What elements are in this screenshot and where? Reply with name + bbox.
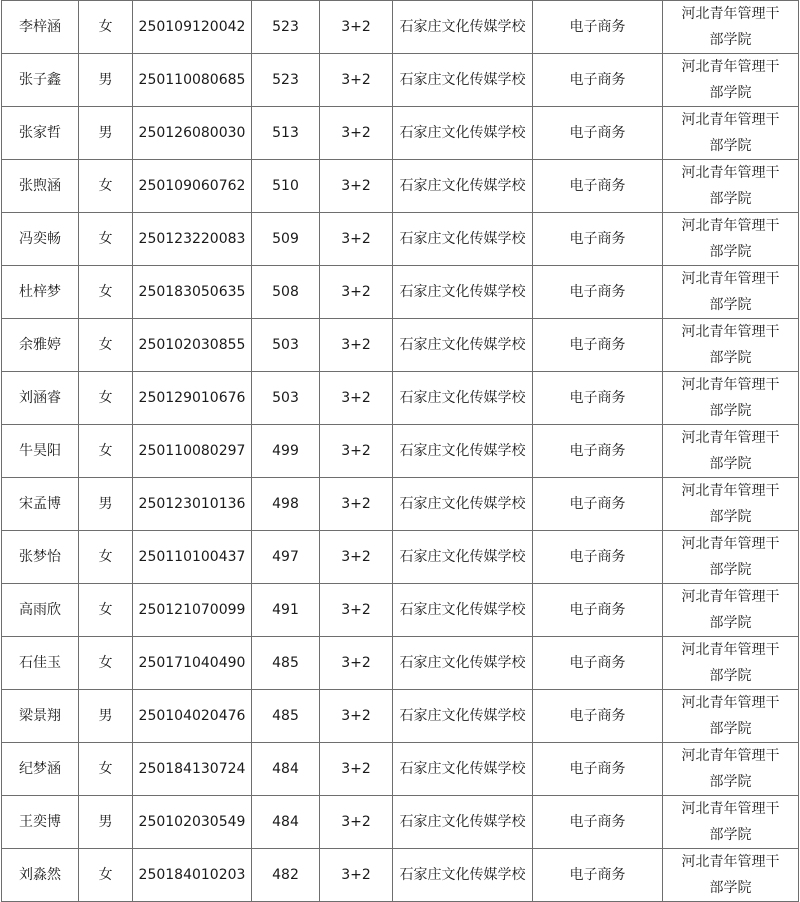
program-type-cell: 3+2 [320, 690, 393, 743]
score-cell: 485 [252, 637, 320, 690]
major-cell: 电子商务 [533, 1, 663, 54]
gender-cell: 男 [79, 690, 133, 743]
score-cell: 513 [252, 107, 320, 160]
program-type-cell: 3+2 [320, 478, 393, 531]
score-cell: 503 [252, 319, 320, 372]
college-cell [663, 1, 799, 54]
college-name: 河北青年管理干部学院 [681, 59, 780, 101]
gender-cell: 女 [79, 372, 133, 425]
major-cell: 电子商务 [533, 266, 663, 319]
exam-id-cell: 250109120042 [133, 1, 252, 54]
college-name: 河北青年管理干部学院 [681, 695, 780, 737]
gender-cell: 男 [79, 107, 133, 160]
gender-cell: 男 [79, 54, 133, 107]
exam-id-cell: 250110080297 [133, 425, 252, 478]
school-cell: 石家庄文化传媒学校 [393, 54, 533, 107]
college-cell [663, 54, 799, 107]
table-row [2, 796, 799, 849]
table-row [2, 266, 799, 319]
gender-cell: 女 [79, 213, 133, 266]
program-type-cell: 3+2 [320, 160, 393, 213]
score-cell: 499 [252, 425, 320, 478]
college-name: 河北青年管理干部学院 [681, 165, 780, 207]
program-type-cell: 3+2 [320, 743, 393, 796]
college-name: 河北青年管理干部学院 [681, 430, 780, 472]
school-cell: 石家庄文化传媒学校 [393, 372, 533, 425]
score-cell: 509 [252, 213, 320, 266]
table-row [2, 1, 799, 54]
exam-id-cell: 250129010676 [133, 372, 252, 425]
major-cell: 电子商务 [533, 372, 663, 425]
name-cell: 张煦涵 [2, 160, 79, 213]
program-type-cell: 3+2 [320, 637, 393, 690]
score-cell: 484 [252, 796, 320, 849]
college-name: 河北青年管理干部学院 [681, 271, 780, 313]
name-cell: 纪梦涵 [2, 743, 79, 796]
major-cell: 电子商务 [533, 319, 663, 372]
gender-cell: 女 [79, 584, 133, 637]
program-type-cell: 3+2 [320, 54, 393, 107]
major-cell: 电子商务 [533, 743, 663, 796]
college-name: 河北青年管理干部学院 [681, 854, 780, 896]
school-cell: 石家庄文化传媒学校 [393, 796, 533, 849]
program-type-cell: 3+2 [320, 266, 393, 319]
exam-id-cell: 250184130724 [133, 743, 252, 796]
table-row [2, 531, 799, 584]
score-cell: 482 [252, 849, 320, 902]
table-row [2, 478, 799, 531]
table-row [2, 319, 799, 372]
school-cell: 石家庄文化传媒学校 [393, 160, 533, 213]
score-cell: 523 [252, 54, 320, 107]
school-cell: 石家庄文化传媒学校 [393, 637, 533, 690]
college-cell [663, 478, 799, 531]
school-cell: 石家庄文化传媒学校 [393, 743, 533, 796]
college-name: 河北青年管理干部学院 [681, 6, 780, 48]
table-row [2, 54, 799, 107]
exam-id-cell: 250126080030 [133, 107, 252, 160]
major-cell: 电子商务 [533, 213, 663, 266]
college-cell [663, 372, 799, 425]
program-type-cell: 3+2 [320, 796, 393, 849]
gender-cell: 女 [79, 531, 133, 584]
gender-cell: 女 [79, 266, 133, 319]
name-cell: 李梓涵 [2, 1, 79, 54]
score-cell: 491 [252, 584, 320, 637]
score-cell: 523 [252, 1, 320, 54]
college-name: 河北青年管理干部学院 [681, 218, 780, 260]
name-cell: 刘淼然 [2, 849, 79, 902]
table-row [2, 690, 799, 743]
gender-cell: 女 [79, 319, 133, 372]
school-cell: 石家庄文化传媒学校 [393, 1, 533, 54]
name-cell: 刘涵睿 [2, 372, 79, 425]
admission-list-table [1, 0, 799, 902]
score-cell: 510 [252, 160, 320, 213]
gender-cell: 女 [79, 1, 133, 54]
gender-cell: 男 [79, 796, 133, 849]
score-cell: 485 [252, 690, 320, 743]
college-cell [663, 584, 799, 637]
college-cell [663, 425, 799, 478]
college-name: 河北青年管理干部学院 [681, 589, 780, 631]
major-cell: 电子商务 [533, 107, 663, 160]
college-name: 河北青年管理干部学院 [681, 801, 780, 843]
major-cell: 电子商务 [533, 584, 663, 637]
school-cell: 石家庄文化传媒学校 [393, 425, 533, 478]
program-type-cell: 3+2 [320, 425, 393, 478]
name-cell: 杜梓梦 [2, 266, 79, 319]
name-cell: 张家哲 [2, 107, 79, 160]
exam-id-cell: 250110100437 [133, 531, 252, 584]
college-cell [663, 796, 799, 849]
college-name: 河北青年管理干部学院 [681, 536, 780, 578]
major-cell: 电子商务 [533, 849, 663, 902]
score-cell: 484 [252, 743, 320, 796]
school-cell: 石家庄文化传媒学校 [393, 213, 533, 266]
gender-cell: 女 [79, 743, 133, 796]
table-body [2, 1, 799, 902]
name-cell: 梁景翔 [2, 690, 79, 743]
program-type-cell: 3+2 [320, 531, 393, 584]
name-cell: 张子鑫 [2, 54, 79, 107]
college-cell [663, 266, 799, 319]
major-cell: 电子商务 [533, 160, 663, 213]
major-cell: 电子商务 [533, 425, 663, 478]
college-cell [663, 160, 799, 213]
gender-cell: 女 [79, 637, 133, 690]
table-row [2, 213, 799, 266]
name-cell: 余雅婷 [2, 319, 79, 372]
name-cell: 高雨欣 [2, 584, 79, 637]
exam-id-cell: 250121070099 [133, 584, 252, 637]
gender-cell: 女 [79, 849, 133, 902]
college-cell [663, 319, 799, 372]
college-name: 河北青年管理干部学院 [681, 377, 780, 419]
college-name: 河北青年管理干部学院 [681, 748, 780, 790]
exam-id-cell: 250184010203 [133, 849, 252, 902]
program-type-cell: 3+2 [320, 1, 393, 54]
school-cell: 石家庄文化传媒学校 [393, 107, 533, 160]
major-cell: 电子商务 [533, 690, 663, 743]
college-cell [663, 690, 799, 743]
exam-id-cell: 250123010136 [133, 478, 252, 531]
school-cell: 石家庄文化传媒学校 [393, 531, 533, 584]
major-cell: 电子商务 [533, 637, 663, 690]
college-cell [663, 637, 799, 690]
gender-cell: 女 [79, 425, 133, 478]
table-row [2, 372, 799, 425]
program-type-cell: 3+2 [320, 372, 393, 425]
score-cell: 497 [252, 531, 320, 584]
college-cell [663, 213, 799, 266]
school-cell: 石家庄文化传媒学校 [393, 849, 533, 902]
gender-cell: 女 [79, 160, 133, 213]
name-cell: 冯奕畅 [2, 213, 79, 266]
table-row [2, 637, 799, 690]
score-cell: 498 [252, 478, 320, 531]
major-cell: 电子商务 [533, 478, 663, 531]
major-cell: 电子商务 [533, 796, 663, 849]
college-cell [663, 849, 799, 902]
program-type-cell: 3+2 [320, 584, 393, 637]
school-cell: 石家庄文化传媒学校 [393, 584, 533, 637]
gender-cell: 男 [79, 478, 133, 531]
exam-id-cell: 250171040490 [133, 637, 252, 690]
exam-id-cell: 250123220083 [133, 213, 252, 266]
program-type-cell: 3+2 [320, 849, 393, 902]
exam-id-cell: 250102030549 [133, 796, 252, 849]
table-row [2, 849, 799, 902]
name-cell: 张梦怡 [2, 531, 79, 584]
name-cell: 王奕博 [2, 796, 79, 849]
school-cell: 石家庄文化传媒学校 [393, 478, 533, 531]
program-type-cell: 3+2 [320, 213, 393, 266]
college-cell [663, 107, 799, 160]
exam-id-cell: 250110080685 [133, 54, 252, 107]
table-row [2, 425, 799, 478]
school-cell: 石家庄文化传媒学校 [393, 690, 533, 743]
school-cell: 石家庄文化传媒学校 [393, 319, 533, 372]
college-name: 河北青年管理干部学院 [681, 112, 780, 154]
school-cell: 石家庄文化传媒学校 [393, 266, 533, 319]
table-row [2, 584, 799, 637]
major-cell: 电子商务 [533, 54, 663, 107]
college-name: 河北青年管理干部学院 [681, 642, 780, 684]
name-cell: 石佳玉 [2, 637, 79, 690]
college-cell [663, 531, 799, 584]
score-cell: 503 [252, 372, 320, 425]
table-row [2, 743, 799, 796]
name-cell: 牛昊阳 [2, 425, 79, 478]
exam-id-cell: 250102030855 [133, 319, 252, 372]
college-name: 河北青年管理干部学院 [681, 324, 780, 366]
score-cell: 508 [252, 266, 320, 319]
table-row [2, 107, 799, 160]
major-cell: 电子商务 [533, 531, 663, 584]
exam-id-cell: 250109060762 [133, 160, 252, 213]
exam-id-cell: 250183050635 [133, 266, 252, 319]
program-type-cell: 3+2 [320, 107, 393, 160]
table-row [2, 160, 799, 213]
program-type-cell: 3+2 [320, 319, 393, 372]
name-cell: 宋孟博 [2, 478, 79, 531]
exam-id-cell: 250104020476 [133, 690, 252, 743]
college-name: 河北青年管理干部学院 [681, 483, 780, 525]
college-cell [663, 743, 799, 796]
